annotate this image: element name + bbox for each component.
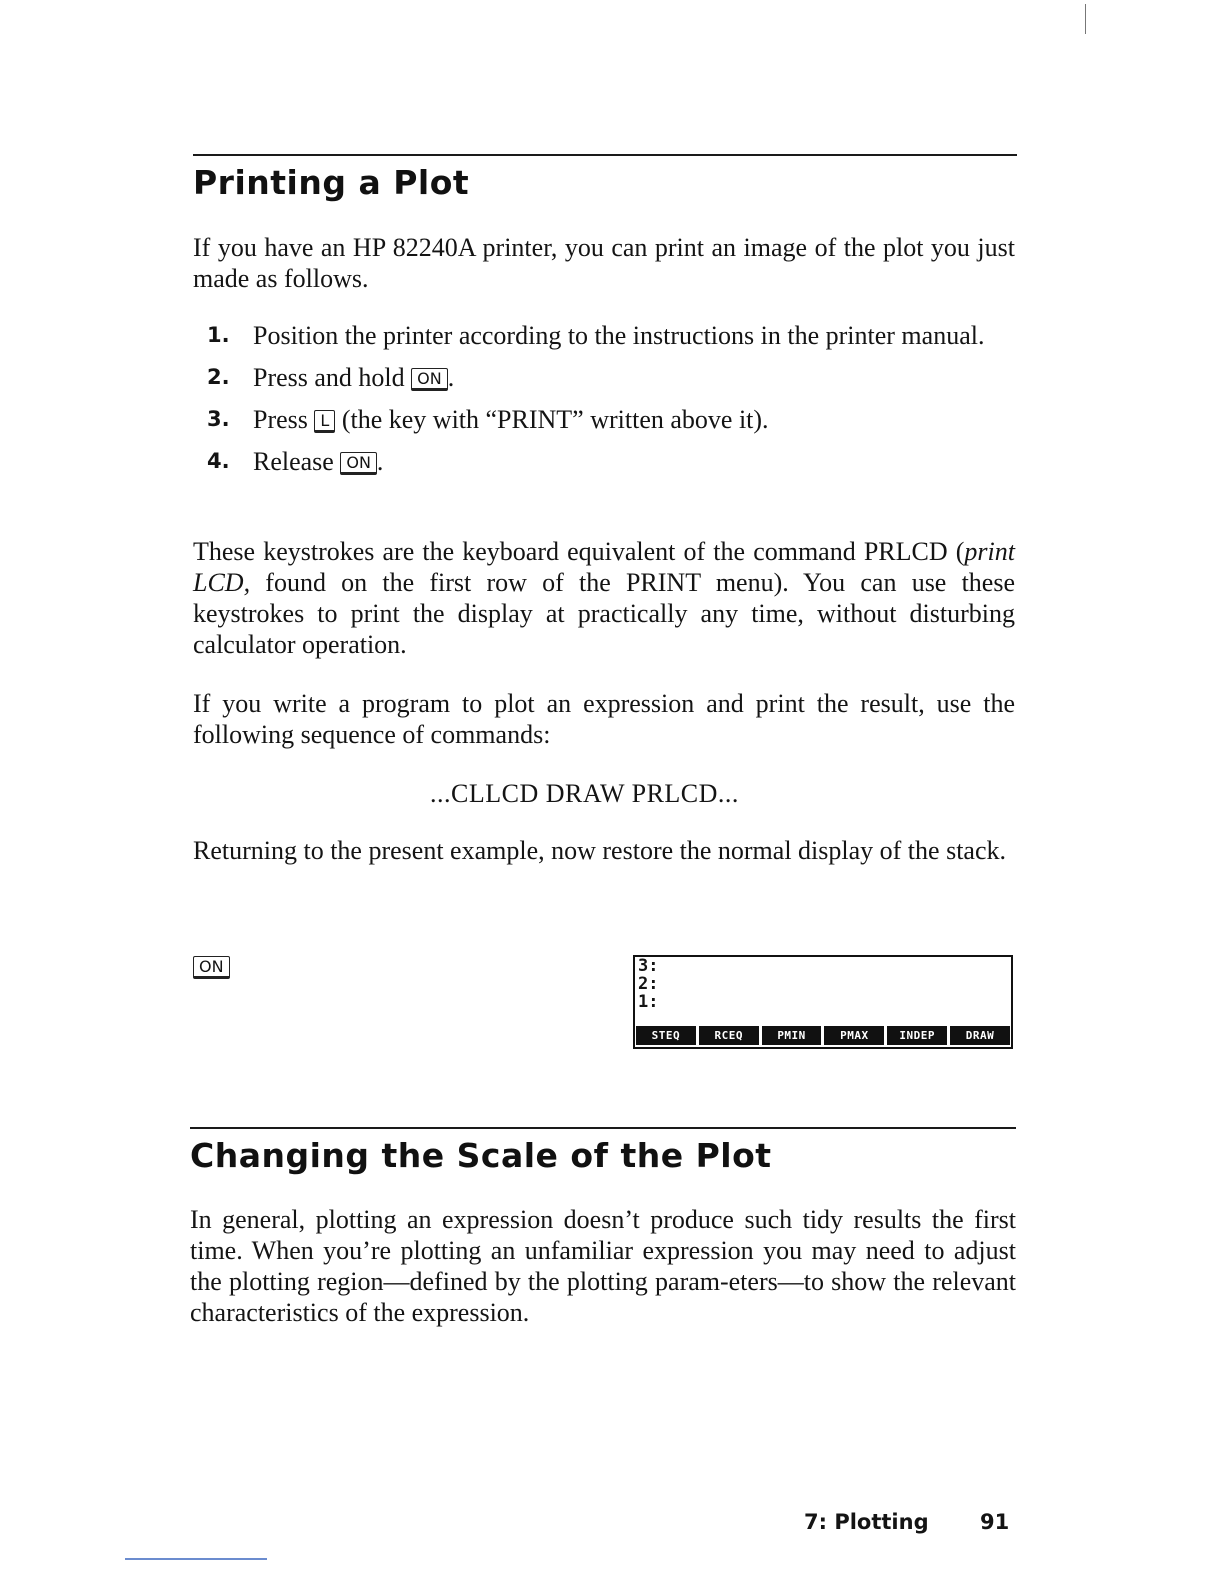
- italic-term: print LCD,: [193, 537, 1015, 597]
- stack-level-3: 3:: [638, 956, 659, 976]
- scan-blue-line: [125, 1558, 267, 1560]
- program-paragraph: If you write a program to plot an expression and print the result, use the following sequence of commands:: [193, 689, 1015, 749]
- menu-key-steq: STEQ: [636, 1026, 696, 1045]
- returning-paragraph: Returning to the present example, now restore the normal display of the stack.: [193, 836, 1006, 865]
- page-number: 91: [980, 1510, 1010, 1534]
- step-text-end: .: [447, 363, 455, 392]
- step-text: Position the printer according to the instructions in the printer manual.: [253, 321, 985, 350]
- menu-key-indep: INDEP: [887, 1026, 947, 1045]
- menu-key-draw: DRAW: [950, 1026, 1010, 1045]
- step-number: 2.: [207, 365, 230, 389]
- step-text: Press: [253, 405, 315, 434]
- menu-key-pmax: PMAX: [824, 1026, 884, 1045]
- on-key: ON: [340, 452, 377, 475]
- example-on-key: ON: [193, 956, 230, 979]
- step-number: 1.: [207, 323, 230, 347]
- section-rule-bottom: [190, 1127, 1016, 1129]
- step-text-end: .: [376, 447, 384, 476]
- intro-paragraph: If you have an HP 82240A printer, you can print an image of the plot you just made as follows.: [193, 233, 1015, 293]
- section-title-printing: Printing a Plot: [193, 163, 470, 202]
- menu-key-rceq: RCEQ: [699, 1026, 759, 1045]
- on-key: ON: [411, 368, 448, 391]
- menu-key-pmin: PMIN: [762, 1026, 822, 1045]
- stack-level-2: 2:: [638, 974, 659, 994]
- menu-key-row: [636, 1026, 1010, 1045]
- step-number: 3.: [207, 407, 230, 431]
- scale-paragraph: In general, plotting an expression doesn’t produce such tidy results the first time. When you’re plotting an unfamiliar expression you may need to adjust the plotting region—defined by the plotting param-eters—to show the relevant characteristics of the expression.: [190, 1205, 1016, 1327]
- l-key: L: [314, 410, 335, 433]
- chapter-footer: 7: Plotting: [804, 1510, 929, 1534]
- steps-list: [207, 320, 1017, 488]
- step-number: 4.: [207, 449, 230, 473]
- stack-level-1: 1:: [638, 992, 659, 1012]
- step-3: [207, 404, 1017, 435]
- step-text: Press and hold: [253, 363, 412, 392]
- step-2: [207, 362, 1017, 393]
- scan-edge-mark: [1085, 4, 1086, 34]
- paragraph-text-end: found on the first row of the PRINT menu). You can use these keystrokes to print the display at practically any time, without disturbing calculator operation.: [193, 568, 1015, 659]
- section-title-scale: Changing the Scale of the Plot: [190, 1136, 772, 1175]
- step-4: [207, 446, 1017, 477]
- step-text: Release: [253, 447, 341, 476]
- step-1: [207, 320, 1017, 351]
- section-rule-top: [193, 154, 1017, 156]
- command-sequence: ...CLLCD DRAW PRLCD...: [430, 779, 739, 808]
- step-text-end: (the key with “PRINT” written above it).: [335, 405, 769, 434]
- keystrokes-paragraph: [193, 536, 1015, 660]
- calculator-display: [633, 955, 1013, 1049]
- paragraph-text: These keystrokes are the keyboard equivalent of the command PRLCD (: [193, 537, 965, 566]
